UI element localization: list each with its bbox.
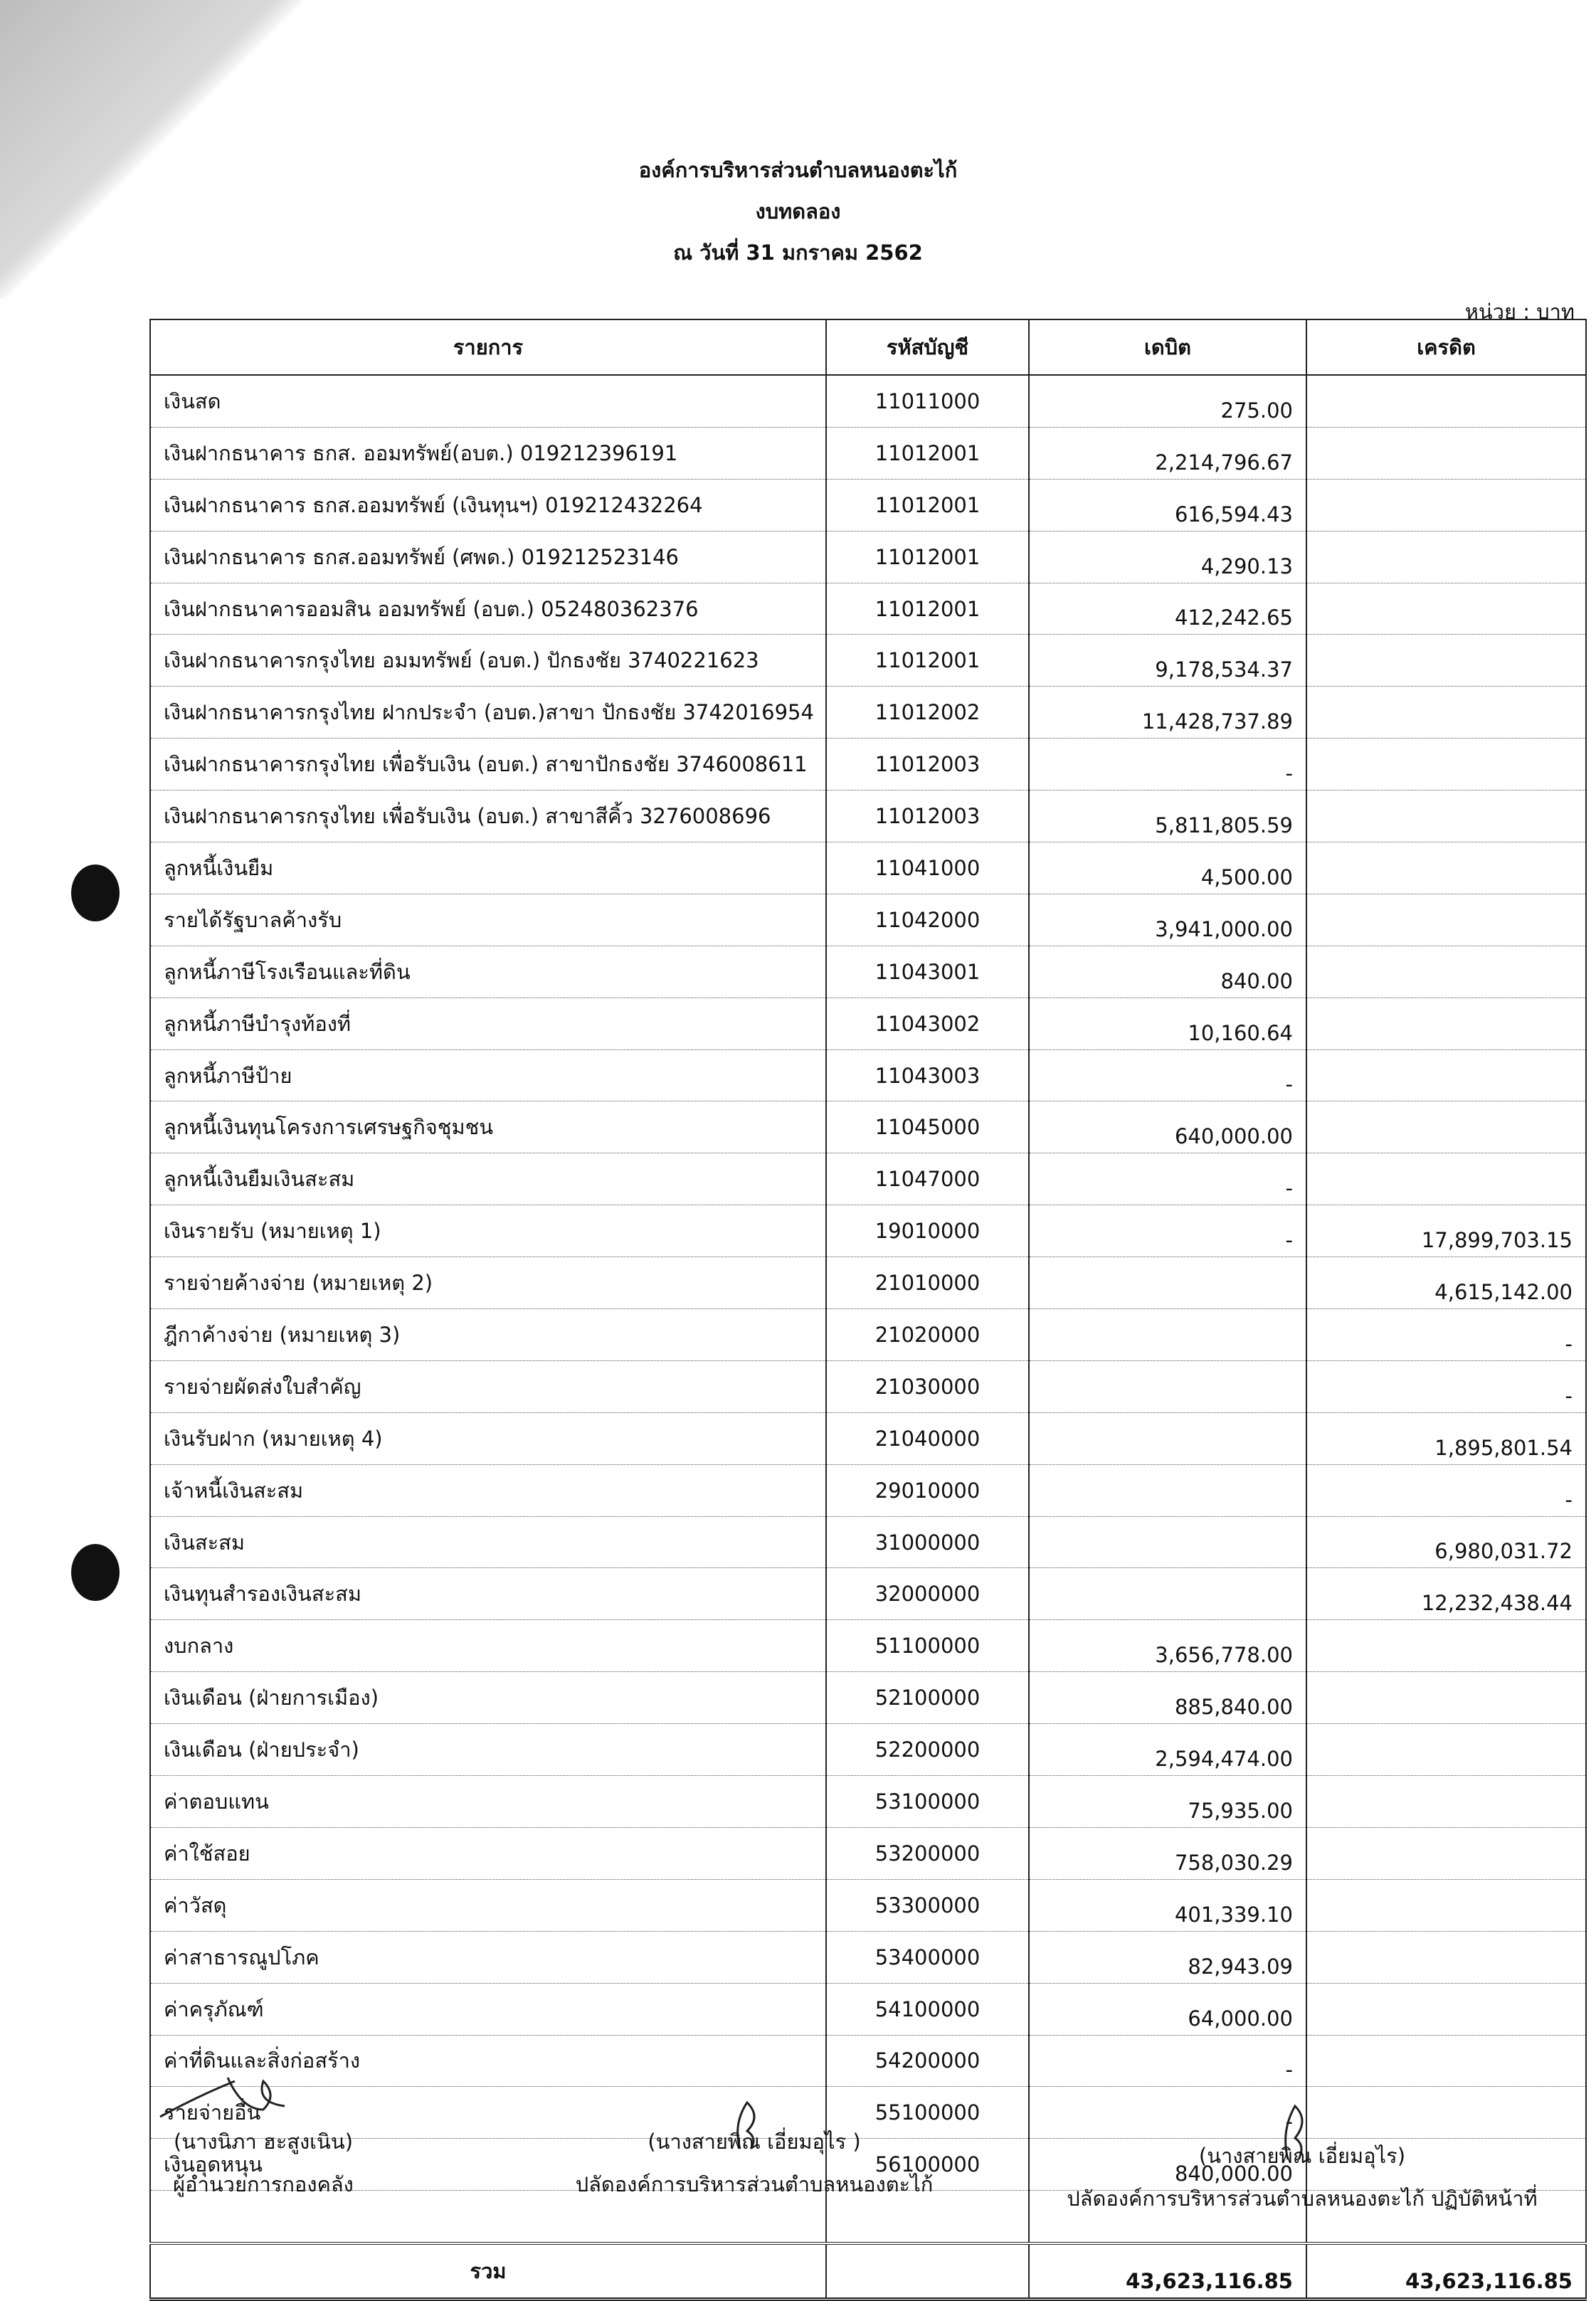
code-cell: 11043001 [826,946,1029,998]
debit-cell: 2,214,796.67 [1029,427,1306,479]
total-credit: 43,623,116.85 [1306,2243,1586,2300]
debit-cell: 4,500.00 [1029,842,1306,894]
table-row [150,739,1586,790]
account-cell: เงินฝากธนาคารออมสิน ออมทรัพย์ (อบต.) 052480362376 [150,583,826,635]
credit-cell [1306,2087,1586,2139]
account-cell: ลูกหนี้เงินยืม [150,842,826,894]
code-cell: 52100000 [826,1672,1029,1724]
account-cell: เงินฝากธนาคารกรุงไทย อมมทรัพย์ (อบต.) ปักธงชัย 3740221623 [150,635,826,687]
account-cell: เงินฝากธนาคาร ธกส.ออมทรัพย์ (ศพด.) 019212523146 [150,531,826,583]
account-cell: ค่าที่ดินและสิ่งก่อสร้าง [150,2035,826,2087]
debit-cell [1029,1568,1306,1620]
account-cell: เงินรายรับ (หมายเหตุ 1) [150,1205,826,1257]
code-cell: 51100000 [826,1620,1029,1672]
debit-cell: - [1029,2035,1306,2087]
table-row [150,1879,1586,1931]
account-cell: เงินฝากธนาคาร ธกส.ออมทรัพย์ (เงินทุนฯ) 019212432264 [150,479,826,531]
code-cell: 11047000 [826,1153,1029,1205]
account-cell: เงินสะสม [150,1516,826,1568]
credit-cell [1306,790,1586,842]
table-header-row [150,319,1586,375]
debit-cell: 616,594.43 [1029,479,1306,531]
code-cell: 11041000 [826,842,1029,894]
account-cell: เงินเดือน (ฝ่ายประจำ) [150,1724,826,1776]
table-row [150,1049,1586,1101]
table-row [150,1153,1586,1205]
debit-cell: - [1029,2087,1306,2139]
debit-cell: 640,000.00 [1029,1101,1306,1153]
table-row [150,1620,1586,1672]
account-cell: ลูกหนี้เงินทุนโครงการเศรษฐกิจชุมชน [150,1101,826,1153]
credit-cell [1306,842,1586,894]
debit-cell: 840,000.00 [1029,2139,1306,2191]
code-cell: 11011000 [826,375,1029,427]
debit-cell: - [1029,1049,1306,1101]
debit-cell: 82,943.09 [1029,1931,1306,1983]
table-row [150,1931,1586,1983]
account-cell: เงินฝากธนาคารกรุงไทย เพื่อรับเงิน (อบต.) สาขาสีคิ้ว 3276008696 [150,790,826,842]
credit-cell: - [1306,1464,1586,1516]
currency-unit: หน่วย : บาท [1464,300,1575,324]
code-cell: 21030000 [826,1360,1029,1412]
account-cell: ลูกหนี้ภาษีป้าย [150,1049,826,1101]
code-cell: 19010000 [826,1205,1029,1257]
credit-cell: 12,232,438.44 [1306,1568,1586,1620]
account-cell: ลูกหนี้ภาษีโรงเรือนและที่ดิน [150,946,826,998]
debit-cell: 9,178,534.37 [1029,635,1306,687]
code-cell: 53400000 [826,1931,1029,1983]
credit-cell [1306,479,1586,531]
account-cell: เงินอุดหนุน [150,2139,826,2191]
credit-cell: 6,980,031.72 [1306,1516,1586,1568]
credit-cell [1306,1101,1586,1153]
debit-cell: - [1029,1205,1306,1257]
code-cell: 11012001 [826,583,1029,635]
debit-cell: - [1029,1153,1306,1205]
account-cell: รายจ่ายอื่น [150,2087,826,2139]
code-cell: 32000000 [826,1568,1029,1620]
table-row [150,375,1586,427]
credit-cell [1306,1672,1586,1724]
signer-name: (นางสายพิณ เอี่ยมอุไร ) [648,2130,861,2154]
debit-cell: 401,339.10 [1029,1879,1306,1931]
credit-cell [1306,1983,1586,2035]
credit-cell [1306,739,1586,790]
debit-cell [1029,1464,1306,1516]
account-cell: ค่าครุภัณฑ์ [150,1983,826,2035]
credit-cell [1306,894,1586,946]
table-row [150,531,1586,583]
credit-cell: 4,615,142.00 [1306,1257,1586,1309]
signer-title: ปลัดองค์การบริหารส่วนตำบลหนองตะไก้ [575,2172,934,2196]
signature-block-chief-administrator [555,2120,953,2206]
code-cell: 31000000 [826,1516,1029,1568]
code-cell: 11042000 [826,894,1029,946]
debit-cell [1029,1309,1306,1361]
signature-block-finance-director [149,2120,377,2206]
code-cell: 56100000 [826,2139,1029,2191]
table-row [150,687,1586,739]
credit-cell [1306,1776,1586,1828]
punch-hole-bottom [71,1544,120,1601]
debit-cell: 75,935.00 [1029,1776,1306,1828]
table-row [150,1568,1586,1620]
code-cell: 11012001 [826,479,1029,531]
credit-cell [1306,1620,1586,1672]
code-cell: 21040000 [826,1412,1029,1464]
table-row [150,1983,1586,2035]
table-row [150,583,1586,635]
code-cell: 55100000 [826,2087,1029,2139]
table-row [150,1309,1586,1361]
debit-cell: 2,594,474.00 [1029,1724,1306,1776]
table-row [150,1205,1586,1257]
debit-cell: 64,000.00 [1029,1983,1306,2035]
debit-cell: 412,242.65 [1029,583,1306,635]
credit-cell [1306,1153,1586,1205]
table-row [150,1516,1586,1568]
credit-cell [1306,427,1586,479]
account-cell: เจ้าหนี้เงินสะสม [150,1464,826,1516]
code-cell: 53200000 [826,1827,1029,1879]
organization-name: องค์การบริหารส่วนตำบลหนองตะไก้ [638,158,958,182]
total-row [150,2243,1586,2300]
code-cell: 53100000 [826,1776,1029,1828]
table-row [150,946,1586,998]
code-cell: 53300000 [826,1879,1029,1931]
table-row [150,1464,1586,1516]
signer-name: (นางนิภา ฮะสูงเนิน) [173,2130,354,2154]
debit-cell: 758,030.29 [1029,1827,1306,1879]
account-cell: ค่าใช้สอย [150,1827,826,1879]
account-cell: ค่าวัสดุ [150,1879,826,1931]
account-cell: งบกลาง [150,1620,826,1672]
debit-cell: 3,656,778.00 [1029,1620,1306,1672]
credit-cell: - [1306,1360,1586,1412]
code-cell: 54100000 [826,1983,1029,2035]
table-row [150,1724,1586,1776]
account-cell: รายจ่ายผัดส่งใบสำคัญ [150,1360,826,1412]
table-row [150,2035,1586,2087]
account-cell: ลูกหนี้เงินยืมเงินสะสม [150,1153,826,1205]
account-cell: ลูกหนี้ภาษีบำรุงท้องที่ [150,998,826,1049]
table-row [150,790,1586,842]
table-row [150,842,1586,894]
signature-block-acting-chief [1053,2135,1551,2220]
total-label: รวม [150,2243,826,2300]
account-cell: ฎีกาค้างจ่าย (หมายเหตุ 3) [150,1309,826,1361]
credit-cell [1306,635,1586,687]
code-cell: 11012002 [826,687,1029,739]
code-cell: 11012003 [826,739,1029,790]
code-cell: 11012001 [826,531,1029,583]
credit-cell: - [1306,1309,1586,1361]
code-cell: 54200000 [826,2035,1029,2087]
table-row [150,998,1586,1049]
document-header [0,149,1596,273]
table-row [150,1360,1586,1412]
debit-cell [1029,1412,1306,1464]
debit-cell: 840.00 [1029,946,1306,998]
credit-cell [1306,1827,1586,1879]
table-row [150,1672,1586,1724]
table-body [150,375,1586,2191]
credit-cell [1306,946,1586,998]
account-cell: เงินเดือน (ฝ่ายการเมือง) [150,1672,826,1724]
credit-cell [1306,583,1586,635]
account-cell: ค่าตอบแทน [150,1776,826,1828]
debit-cell: 885,840.00 [1029,1672,1306,1724]
table-row [150,1257,1586,1309]
debit-cell: 3,941,000.00 [1029,894,1306,946]
table-row [150,635,1586,687]
debit-cell: 10,160.64 [1029,998,1306,1049]
account-cell: เงินฝากธนาคาร ธกส. ออมทรัพย์(อบต.) 019212396191 [150,427,826,479]
table-row [150,427,1586,479]
code-cell: 11045000 [826,1101,1029,1153]
debit-cell: 4,290.13 [1029,531,1306,583]
code-cell: 21020000 [826,1309,1029,1361]
table-row [150,1827,1586,1879]
code-cell: 11043002 [826,998,1029,1049]
credit-cell [1306,1724,1586,1776]
table-row [150,1776,1586,1828]
table-row [150,1101,1586,1153]
code-cell: 11012003 [826,790,1029,842]
table-row [150,1412,1586,1464]
signature-scribble-finance [157,2067,299,2124]
report-date: ณ วันที่ 31 มกราคม 2562 [673,240,923,265]
signer-title: ผู้อำนวยการกองคลัง [173,2172,354,2196]
credit-cell [1306,2035,1586,2087]
debit-cell [1029,1516,1306,1568]
account-cell: เงินทุนสำรองเงินสะสม [150,1568,826,1620]
account-cell: เงินรับฝาก (หมายเหตุ 4) [150,1412,826,1464]
credit-cell [1306,531,1586,583]
debit-cell [1029,1257,1306,1309]
account-cell: ค่าสาธารณูปโภค [150,1931,826,1983]
header-debit: เดบิต [1029,319,1306,375]
debit-cell: 11,428,737.89 [1029,687,1306,739]
credit-cell [1306,998,1586,1049]
debit-cell [1029,1360,1306,1412]
credit-cell: 17,899,703.15 [1306,1205,1586,1257]
debit-cell: 5,811,805.59 [1029,790,1306,842]
credit-cell [1306,1049,1586,1101]
header-credit: เครดิต [1306,319,1586,375]
table-row [150,479,1586,531]
total-debit: 43,623,116.85 [1029,2243,1306,2300]
credit-cell [1306,687,1586,739]
document-title: งบทดลอง [755,199,841,223]
credit-cell [1306,1879,1586,1931]
code-cell: 29010000 [826,1464,1029,1516]
signer-title: ปลัดองค์การบริหารส่วนตำบลหนองตะไก้ ปฏิบัติหน้าที่ [1067,2186,1538,2211]
credit-cell [1306,375,1586,427]
trial-balance-table [149,319,1587,2301]
punch-hole-top [71,864,120,921]
code-cell: 52200000 [826,1724,1029,1776]
debit-cell: 275.00 [1029,375,1306,427]
code-cell: 11012001 [826,427,1029,479]
account-cell: เงินฝากธนาคารกรุงไทย เพื่อรับเงิน (อบต.) สาขาปักธงชัย 3746008611 [150,739,826,790]
account-cell: รายได้รัฐบาลค้างรับ [150,894,826,946]
debit-cell: - [1029,739,1306,790]
table-row [150,894,1586,946]
code-cell: 11043003 [826,1049,1029,1101]
credit-cell: 1,895,801.54 [1306,1412,1586,1464]
header-code: รหัสบัญชี [826,319,1029,375]
credit-cell [1306,1931,1586,1983]
signer-name: (นางสายพิณ เอี่ยมอุไร) [1198,2144,1406,2168]
account-cell: เงินฝากธนาคารกรุงไทย ฝากประจำ (อบต.)สาขา ปักธงชัย 3742016954 [150,687,826,739]
header-account: รายการ [150,319,826,375]
code-cell: 21010000 [826,1257,1029,1309]
account-cell: รายจ่ายค้างจ่าย (หมายเหตุ 2) [150,1257,826,1309]
code-cell: 11012001 [826,635,1029,687]
account-cell: เงินสด [150,375,826,427]
